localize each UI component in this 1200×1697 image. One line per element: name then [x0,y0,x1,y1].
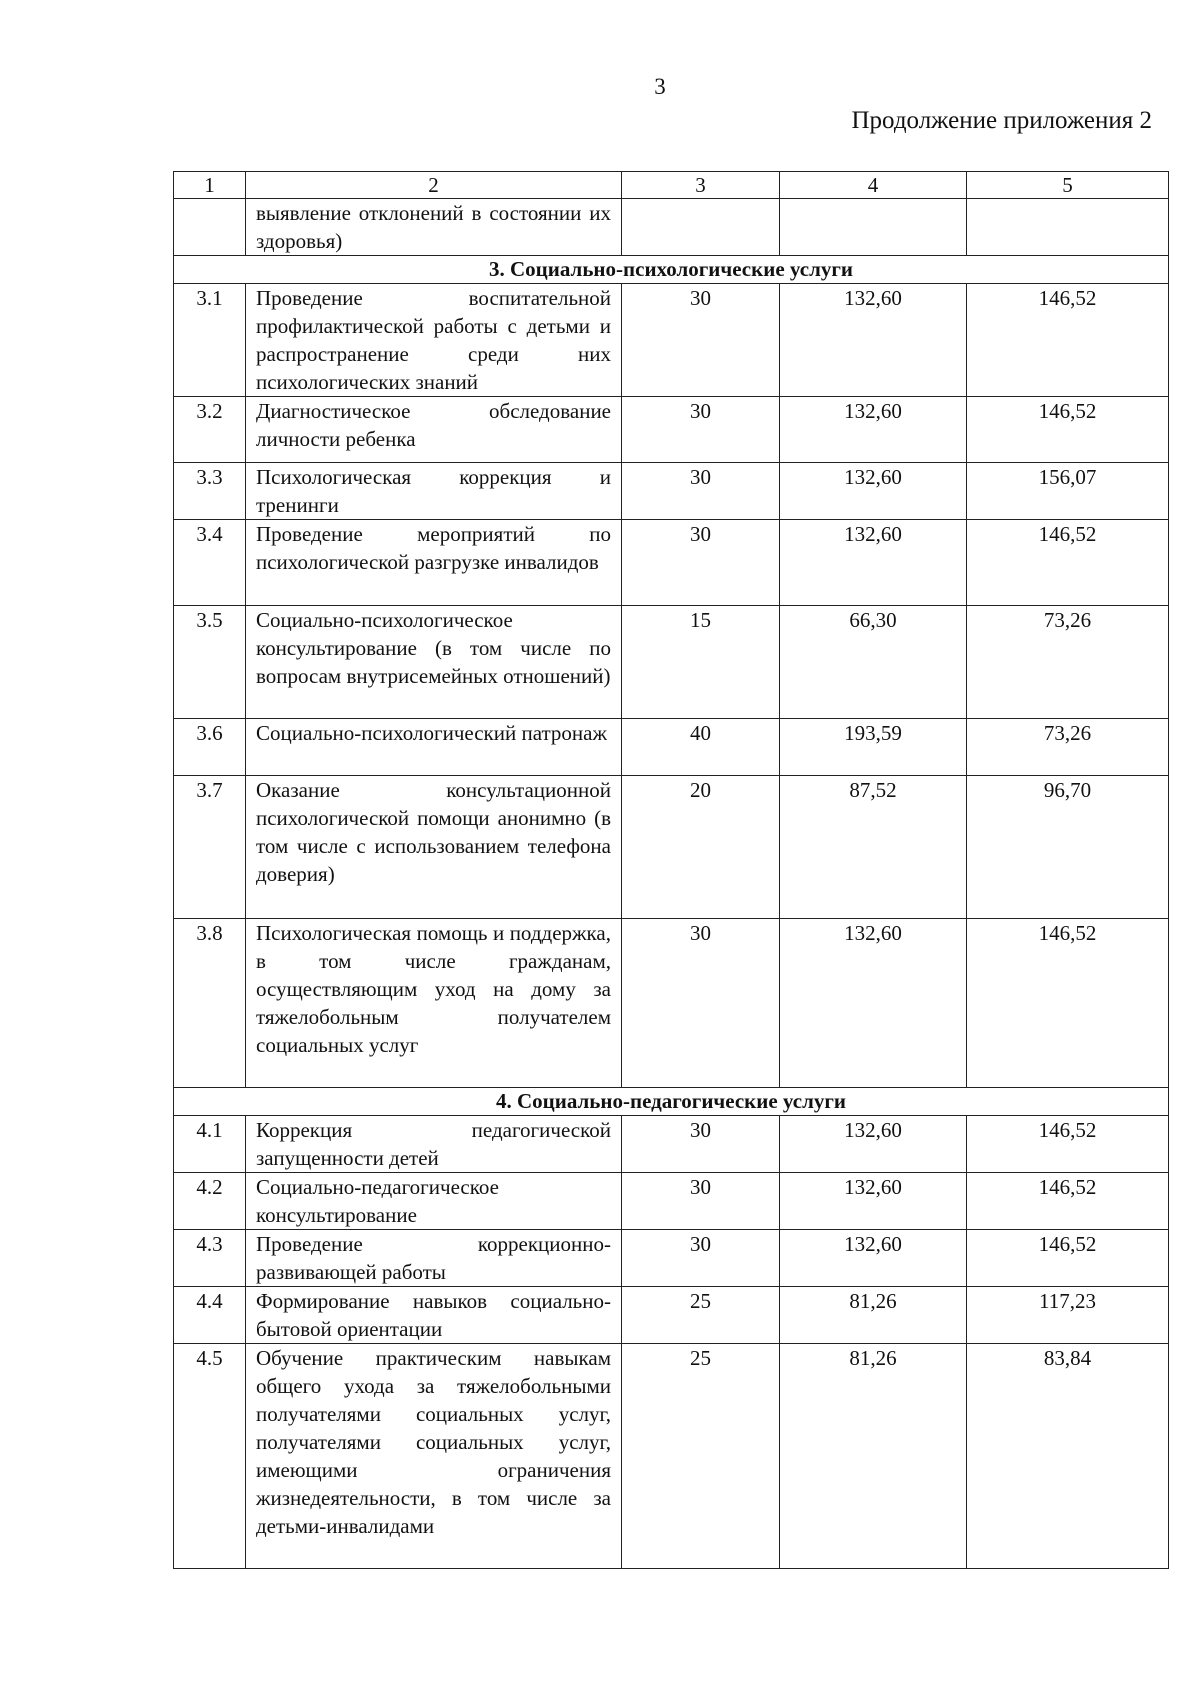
column-3-cell: 30 [622,520,780,606]
column-5-cell: 146,52 [967,1116,1169,1173]
row-number-cell: 3.2 [174,397,246,463]
column-4-cell: 132,60 [780,1116,967,1173]
table-row [174,397,1169,463]
row-number-cell: 3.4 [174,520,246,606]
column-number-header: 5 [967,172,1169,199]
column-3-cell: 30 [622,397,780,463]
column-3-cell: 25 [622,1344,780,1569]
row-number-cell: 3.8 [174,919,246,1088]
table-row [174,284,1169,397]
service-name-cell: Формирование навыков социально-бытовой ориентации [246,1287,622,1344]
column-4-cell: 132,60 [780,919,967,1088]
table-row [174,1230,1169,1287]
service-name-cell: Проведение воспитательной профилактической работы с детьми и распространение среди них психологических знаний [246,284,622,397]
tariff-table [173,171,1169,1569]
column-5-cell: 117,23 [967,1287,1169,1344]
column-3-cell: 15 [622,606,780,719]
column-number-header: 1 [174,172,246,199]
column-5-cell: 146,52 [967,919,1169,1088]
column-3-cell: 25 [622,1287,780,1344]
column-3-cell: 40 [622,719,780,776]
column-5-cell: 73,26 [967,606,1169,719]
column-4-cell: 87,52 [780,776,967,919]
column-5-cell: 146,52 [967,284,1169,397]
column-3-cell: 20 [622,776,780,919]
row-number-cell: 3.1 [174,284,246,397]
column-4-cell [780,199,967,256]
column-4-cell: 132,60 [780,1230,967,1287]
row-number-cell: 4.5 [174,1344,246,1569]
column-5-cell [967,199,1169,256]
column-5-cell: 146,52 [967,1173,1169,1230]
table-row [174,1287,1169,1344]
row-number-cell: 4.4 [174,1287,246,1344]
column-5-cell: 146,52 [967,1230,1169,1287]
column-3-cell [622,199,780,256]
section-heading-row [174,1088,1169,1116]
column-4-cell: 132,60 [780,284,967,397]
service-name-cell: Коррекция педагогической запущенности детей [246,1116,622,1173]
column-5-cell: 156,07 [967,463,1169,520]
section-3-title: 3. Социально-психологические услуги [174,256,1169,284]
row-number-cell [174,199,246,256]
service-name-cell: Проведение коррекционно-развивающей работы [246,1230,622,1287]
row-number-cell: 4.1 [174,1116,246,1173]
service-name-cell: Диагностическое обследование личности ребенка [246,397,622,463]
service-name-cell: Социально-психологическое консультирование (в том числе по вопросам внутрисемейных отношений) [246,606,622,719]
column-4-cell: 81,26 [780,1287,967,1344]
section-4-title: 4. Социально-педагогические услуги [174,1088,1169,1116]
table-row [174,919,1169,1088]
service-name-cell: Психологическая помощь и поддержка, в том числе гражданам, осуществляющим уход на дому за тяжелобольным получателем социальных услуг [246,919,622,1088]
table-row [174,520,1169,606]
column-number-header: 4 [780,172,967,199]
column-4-cell: 132,60 [780,397,967,463]
appendix-label: Продолжение приложения 2 [851,107,1152,134]
table-row [174,719,1169,776]
column-number-header: 2 [246,172,622,199]
column-4-cell: 132,60 [780,520,967,606]
service-name-cell: выявление отклонений в состоянии их здоровья) [246,199,622,256]
table-row [174,1344,1169,1569]
column-4-cell: 66,30 [780,606,967,719]
row-number-cell: 4.3 [174,1230,246,1287]
service-name-cell: Проведение мероприятий по психологической разгрузке инвалидов [246,520,622,606]
table-row [174,1116,1169,1173]
column-4-cell: 132,60 [780,463,967,520]
row-number-cell: 3.6 [174,719,246,776]
service-name-cell: Психологическая коррекция и тренинги [246,463,622,520]
table-row [174,1173,1169,1230]
table-row [174,463,1169,520]
table-row [174,199,1169,256]
column-3-cell: 30 [622,1173,780,1230]
column-3-cell: 30 [622,1230,780,1287]
column-3-cell: 30 [622,284,780,397]
row-number-cell: 3.5 [174,606,246,719]
service-name-cell: Социально-психологический патронаж [246,719,622,776]
row-number-cell: 3.3 [174,463,246,520]
row-number-cell: 3.7 [174,776,246,919]
column-4-cell: 132,60 [780,1173,967,1230]
table-row [174,606,1169,719]
column-4-cell: 193,59 [780,719,967,776]
service-name-cell: Социально-педагогическое консультирование [246,1173,622,1230]
section-heading-row [174,256,1169,284]
column-3-cell: 30 [622,1116,780,1173]
table-row [174,776,1169,919]
column-5-cell: 73,26 [967,719,1169,776]
row-number-cell: 4.2 [174,1173,246,1230]
page-number: 3 [654,74,666,99]
column-5-cell: 96,70 [967,776,1169,919]
service-name-cell: Обучение практическим навыкам общего ухода за тяжелобольными получателями социальных услуг, получателями социальных услуг, имеющими ограничения жизнедеятельности, в том числе за детьми-инвалидами [246,1344,622,1569]
table-header-row [174,172,1169,199]
column-5-cell: 83,84 [967,1344,1169,1569]
column-3-cell: 30 [622,463,780,520]
column-5-cell: 146,52 [967,520,1169,606]
column-5-cell: 146,52 [967,397,1169,463]
service-name-cell: Оказание консультационной психологической помощи анонимно (в том числе с использованием телефона доверия) [246,776,622,919]
column-number-header: 3 [622,172,780,199]
column-4-cell: 81,26 [780,1344,967,1569]
column-3-cell: 30 [622,919,780,1088]
